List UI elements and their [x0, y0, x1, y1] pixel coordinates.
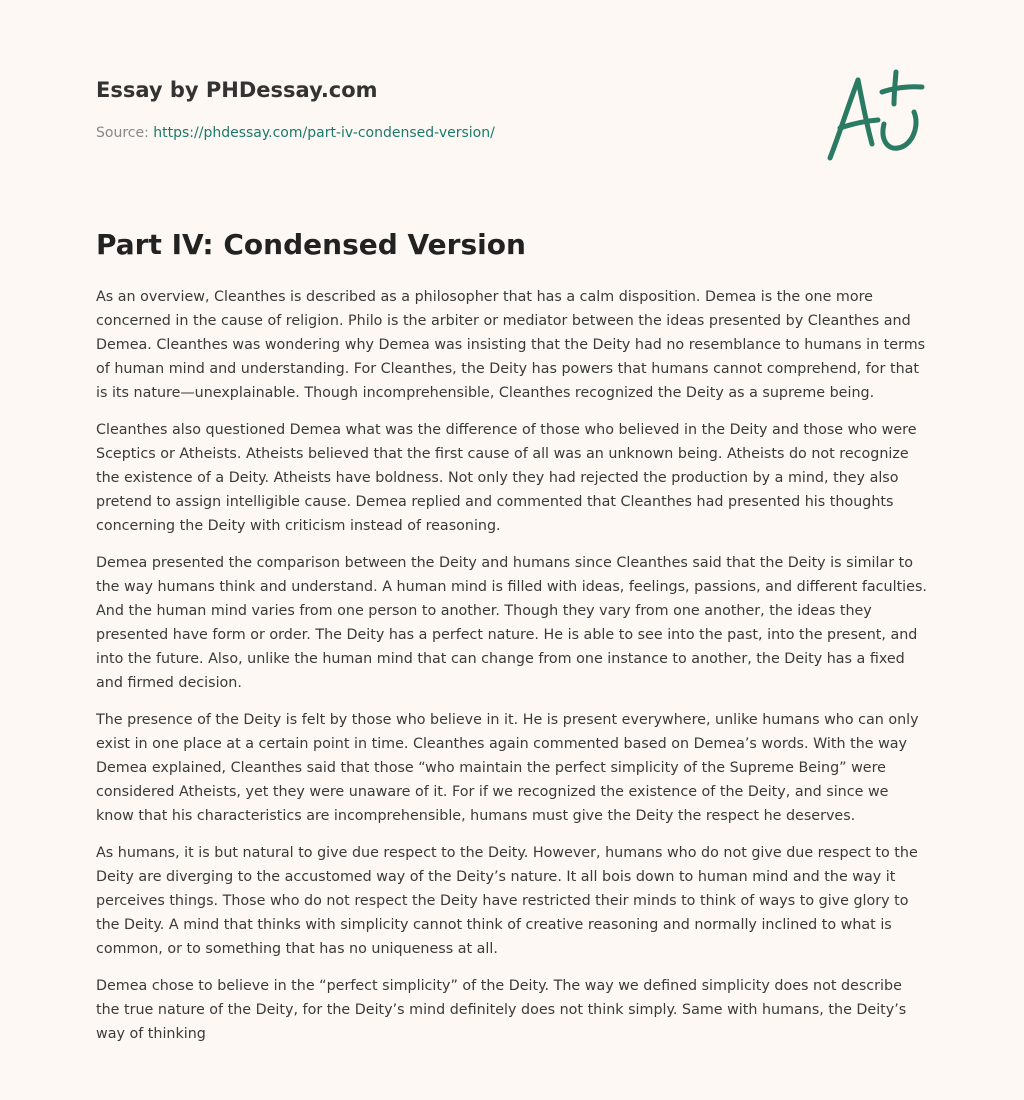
page-header — [96, 75, 928, 141]
essay-paragraph: Demea chose to believe in the “perfect simplicity” of the Deity. The way we defined simplicity does not describe the true nature of the Deity, for the Deity’s mind definitely does not think simply. Same with humans, the Deity’s way of thinking — [96, 978, 907, 1042]
essay-paragraph: As an overview, Cleanthes is described as a philosopher that has a calm disposition. Demea is the one more concerned in the cause of religion. Philo is the arbiter or mediator between the ideas presented by Cleanthes and Demea. Cleanthes was wondering why Demea was insisting that the Deity had no resemblance to humans in terms of human mind and understanding. For Cleanthes, the Deity has powers that humans cannot comprehend, for that is its nature—unexplainable. Though incomprehensible, Cleanthes recognized the Deity as a supreme being. — [96, 289, 926, 401]
source-label: Source: — [96, 125, 154, 141]
essay-paragraph: Cleanthes also questioned Demea what was the difference of those who believed in the Deity and those who were Sceptics or Atheists. Atheists believed that the first cause of all was an unknown being. Atheists do not recognize the existence of a Deity. Atheists have boldness. Not only they had rejected the production by a mind, they also pretend to assign intelligible cause. Demea replied and commented that Cleanthes had presented his thoughts concerning the Deity with criticism instead of reasoning. — [96, 422, 917, 534]
essay-paragraph: As humans, it is but natural to give due respect to the Deity. However, humans who do not give due respect to the Deity are diverging to the accustomed way of the Deity’s nature. It all bois down to human mind and the way it perceives things. Those who do not respect the Deity have restricted their minds to think of ways to give glory to the Deity. A mind that thinks with simplicity cannot think of creative reasoning and normally inclined to what is common, or to something that has no uniqueness at all. — [96, 845, 918, 957]
a-plus-logo-icon — [822, 66, 926, 166]
source-link[interactable]: https://phdessay.com/part-iv-condensed-version/ — [153, 125, 495, 141]
essay-paragraph: The presence of the Deity is felt by those who believe in it. He is present everywhere, unlike humans who can only exist in one place at a certain point in time. Cleanthes again commented based on Demea’s words. With the way Demea explained, Cleanthes said that those “who maintain the perfect simplicity of the Supreme Being” were considered Atheists, yet they were unaware of it. For if we recognized the existence of the Deity, and since we know that his characteristics are incomprehensible, humans must give the Deity the respect he deserves. — [96, 712, 919, 824]
essay-paragraph: Demea presented the comparison between the Deity and humans since Cleanthes said that the Deity is similar to the way humans think and understand. A human mind is filled with ideas, feelings, passions, and different faculties. And the human mind varies from one person to another. Though they vary from one another, the ideas they presented have form or order. The Deity has a perfect nature. He is able to see into the past, into the present, and into the future. Also, unlike the human mind that can change from one instance to another, the Deity has a fixed and firmed decision. — [96, 555, 927, 691]
essay-title: Part IV: Condensed Version — [96, 228, 526, 261]
site-title: Essay by PHDessay.com — [96, 78, 378, 102]
source-line — [96, 123, 495, 143]
essay-body — [96, 285, 928, 1059]
